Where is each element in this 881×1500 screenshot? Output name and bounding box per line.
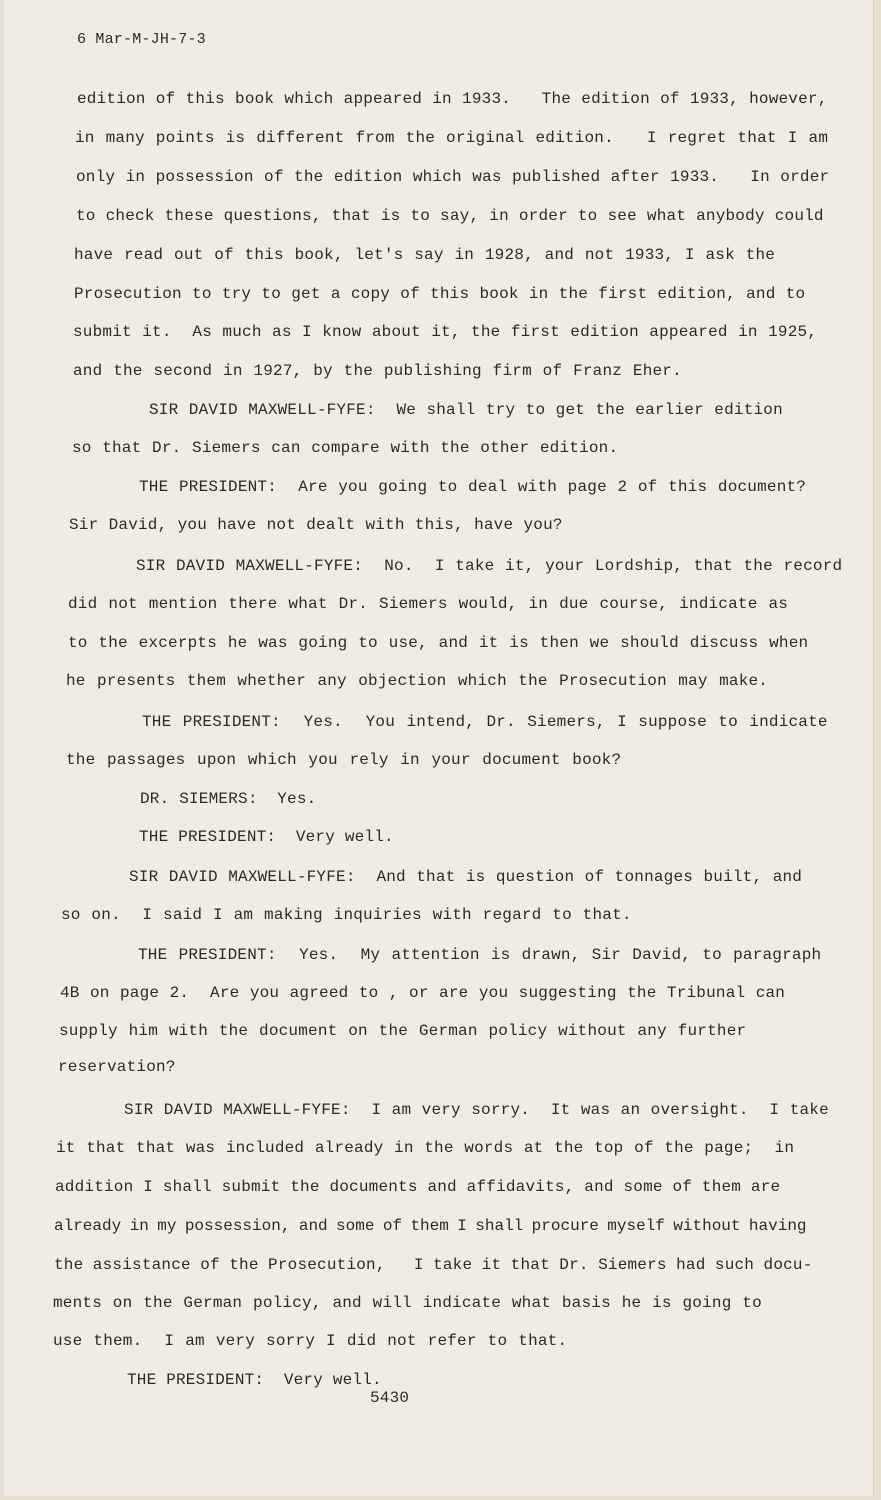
text-line: Prosecution to try to get a copy of this book in the first edition, and to — [74, 285, 806, 303]
speaker-line: THE PRESIDENT: Very well. — [139, 828, 394, 846]
speaker-line: SIR DAVID MAXWELL-FYFE: I am very sorry. It was an oversight. I take — [124, 1101, 829, 1119]
speaker-line: SIR DAVID MAXWELL-FYFE: No. I take it, your Lordship, that the record — [136, 557, 843, 575]
text-line: and the second in 1927, by the publishing firm of Franz Eher. — [73, 362, 682, 380]
text-line: in many points is different from the original edition. I regret that I am — [75, 129, 829, 147]
text-line: the assistance of the Prosecution, I take it that Dr. Siemers had such docu- — [54, 1256, 813, 1274]
speaker-line: THE PRESIDENT: Yes. You intend, Dr. Siemers, I suppose to indicate — [142, 713, 828, 731]
text-line: addition I shall submit the documents and affidavits, and some of them are — [55, 1178, 781, 1196]
text-line: submit it. As much as I know about it, the first edition appeared in 1925, — [73, 323, 818, 341]
text-line: so that Dr. Siemers can compare with the other edition. — [72, 439, 619, 457]
text-line: did not mention there what Dr. Siemers would, in due course, indicate as — [68, 595, 789, 613]
text-line: to the excerpts he was going to use, and it is then we should discuss when — [68, 634, 809, 652]
text-line: have read out of this book, let's say in 1928, and not 1933, I ask the — [74, 246, 776, 264]
text-line: Sir David, you have not dealt with this, have you? — [69, 516, 563, 534]
text-line: the passages upon which you rely in your document book? — [66, 751, 622, 769]
speaker-line: THE PRESIDENT: Very well. — [127, 1371, 382, 1389]
speaker-line: SIR DAVID MAXWELL-FYFE: We shall try to get the earlier edition — [149, 401, 783, 419]
text-line: supply him with the document on the German policy without any further — [59, 1022, 747, 1040]
page-number: 5430 — [370, 1389, 410, 1407]
text-line: edition of this book which appeared in 1933. The edition of 1933, however, — [77, 90, 828, 108]
transcript-page — [4, 0, 874, 1496]
text-line: so on. I said I am making inquiries with regard to that. — [61, 906, 632, 924]
text-line: only in possession of the edition which was published after 1933. In order — [76, 168, 830, 186]
text-line: already in my possession, and some of them I shall procure myself without having — [54, 1217, 807, 1235]
speaker-line: THE PRESIDENT: Yes. My attention is drawn, Sir David, to paragraph — [138, 946, 822, 964]
text-line: it that that was included already in the words at the top of the page; in — [56, 1139, 795, 1157]
speaker-line: THE PRESIDENT: Are you going to deal with page 2 of this document? — [139, 478, 807, 496]
text-line: ments on the German policy, and will indicate what basis he is going to — [53, 1294, 762, 1312]
text-line: use them. I am very sorry I did not refer to that. — [53, 1332, 568, 1350]
text-line: reservation? — [58, 1058, 176, 1076]
text-line: he presents them whether any objection which the Prosecution may make. — [66, 672, 769, 690]
document-code: 6 Mar-M-JH-7-3 — [77, 31, 206, 48]
speaker-line: DR. SIEMERS: Yes. — [140, 790, 317, 808]
speaker-line: SIR DAVID MAXWELL-FYFE: And that is question of tonnages built, and — [129, 868, 803, 886]
text-line: 4B on page 2. Are you agreed to , or are you suggesting the Tribunal can — [60, 984, 786, 1002]
text-line: to check these questions, that is to say, in order to see what anybody could — [76, 207, 824, 225]
